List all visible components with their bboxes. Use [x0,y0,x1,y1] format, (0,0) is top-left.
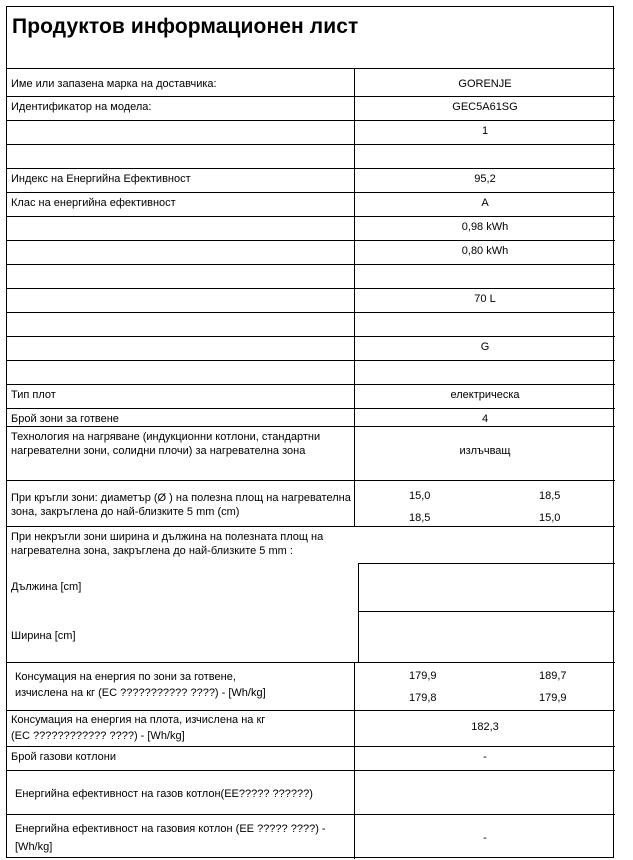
row-value [355,361,615,364]
row-value: GORENJE [458,78,512,90]
gas-burners-value-cell [354,747,615,770]
row-value-cell [354,337,615,360]
row-value: A [481,197,489,209]
table-row [7,96,615,120]
row-value-cell [354,313,615,336]
table-row [7,336,615,360]
table-row [7,68,615,96]
row-value: 1 [481,125,489,137]
width-label: Ширина [cm] [11,630,76,642]
row-value-cell [354,409,615,426]
heating-tech-value: излъчващ [459,445,511,457]
zone-consumption-value: 179,8 [409,692,437,704]
gas-efficiency-row [7,770,615,814]
gas-burners-row [7,746,615,770]
round-zones-label: При кръгли зони: диаметър (Ø ) на полезна площ на нагревателна зона, закръглена до най-близките 5 mm (cm) [11,492,351,518]
row-label [7,265,354,288]
row-value: 70 L [474,293,496,305]
row-value-cell [354,121,615,144]
table-row [7,120,615,144]
nonround-box-mid [358,611,615,612]
hob-consumption-row [7,710,615,746]
row-value-cell [354,217,615,240]
row-value: 4 [481,413,489,425]
table-row [7,216,615,240]
table-row [7,168,615,192]
row-value-cell [354,265,615,288]
gas-efficiency-value [355,771,615,774]
table-row [7,312,615,336]
row-label: Брой зони за готвене [11,413,119,425]
row-label [7,313,354,336]
heating-tech-row [7,426,615,480]
table-row [7,264,615,288]
round-zone-value: 15,0 [409,490,431,502]
row-label: Тип плот [11,389,56,401]
table-row [7,192,615,216]
hob-consumption-label-line1: Консумация на енергия на плота, изчислена на кг [11,714,266,726]
table-row [7,384,615,408]
row-label: Индекс на Енергийна Ефективност [11,173,191,185]
row-label: Име или запазена марка на доставчика: [11,78,217,90]
hob-consumption-label-line2: (EC ???????????? ????) - [Wh/kg] [11,730,185,742]
row-value-cell [354,69,615,96]
round-zones-value-cell [354,481,615,526]
row-value: 0,98 kWh [461,221,509,233]
round-zones-row [7,480,615,526]
row-value-cell [354,241,615,264]
nonround-box-top [358,563,615,564]
round-zone-value: 18,5 [409,512,431,524]
zone-consumption-label-line2: изчислена на кг (EC ??????????? ????) - [Wh/kg] [15,687,266,699]
row-value-cell [354,385,615,408]
gas-burners-value: - [483,751,487,763]
row-label [7,217,354,240]
row-value-cell [354,193,615,216]
gas-consumption-value-cell [354,815,615,859]
hob-consumption-value-cell [354,711,615,746]
row-label [7,241,354,264]
gas-consumption-label-line1: Енергийна ефективност на газовия котлон (EE ????? ????) - [15,823,326,835]
round-zone-value: 15,0 [539,512,561,524]
zone-consumption-label-line1: Консумация на енергия по зони за готвене, [15,671,236,683]
gas-consumption-value: - [483,832,487,844]
table-row [7,240,615,264]
row-label [7,289,354,312]
zone-consumption-value: 179,9 [409,670,437,682]
round-zone-value: 18,5 [539,490,561,502]
row-value: 95,2 [474,173,496,185]
table-row [7,360,615,384]
gas-efficiency-value-cell [354,771,615,814]
row-value-cell [354,145,615,168]
row-value [355,145,615,148]
row-label [7,337,354,360]
row-value: G [480,341,490,353]
zone-consumption-value: 189,7 [539,670,567,682]
row-value [355,313,615,316]
nonround-zones-row [7,526,615,662]
row-label [7,121,354,144]
gas-burners-label: Брой газови котлони [11,751,116,763]
row-label [7,145,354,168]
row-value-cell [354,169,615,192]
row-label: Клас на енергийна ефективност [11,197,176,209]
gas-efficiency-label: Енергийна ефективност на газов котлон(EE????? ??????) [15,788,313,800]
heating-tech-value-cell [354,427,615,480]
gas-consumption-label [7,815,354,859]
row-value-cell [354,361,615,384]
zone-consumption-value-cell [354,663,615,710]
row-value-cell [354,289,615,312]
page-title: Продуктов информационен лист [12,15,359,38]
row-label: Идентификатор на модела: [11,101,152,113]
row-label [7,361,354,384]
row-value: електрическа [450,389,520,401]
row-value-cell [354,97,615,120]
zone-consumption-value: 179,9 [539,692,567,704]
heating-tech-label: Технология на нагряване (индукционни котлони, стандартни нагревателни зони, солидни плочи) за нагревателна зона [11,431,321,457]
table-row [7,288,615,312]
zone-consumption-row [7,662,615,710]
gas-consumption-label-line2: [Wh/kg] [15,841,53,853]
zone-consumption-label [7,663,354,710]
row-value: GEC5A61SG [452,101,518,113]
nonround-zones-label: При некръгли зони ширина и дължина на полезната площ на нагревателна зона, закръглена до най-близките 5 mm : [11,531,324,557]
product-information-sheet [6,6,614,858]
gas-consumption-row [7,814,615,859]
row-value: 0,80 kWh [461,245,509,257]
length-label: Дължина [cm] [11,581,82,593]
nonround-divider [358,563,359,662]
row-value [355,265,615,268]
hob-consumption-value: 182,3 [471,721,499,733]
hob-consumption-label [7,711,354,746]
table-row [7,144,615,168]
table-row [7,408,615,426]
